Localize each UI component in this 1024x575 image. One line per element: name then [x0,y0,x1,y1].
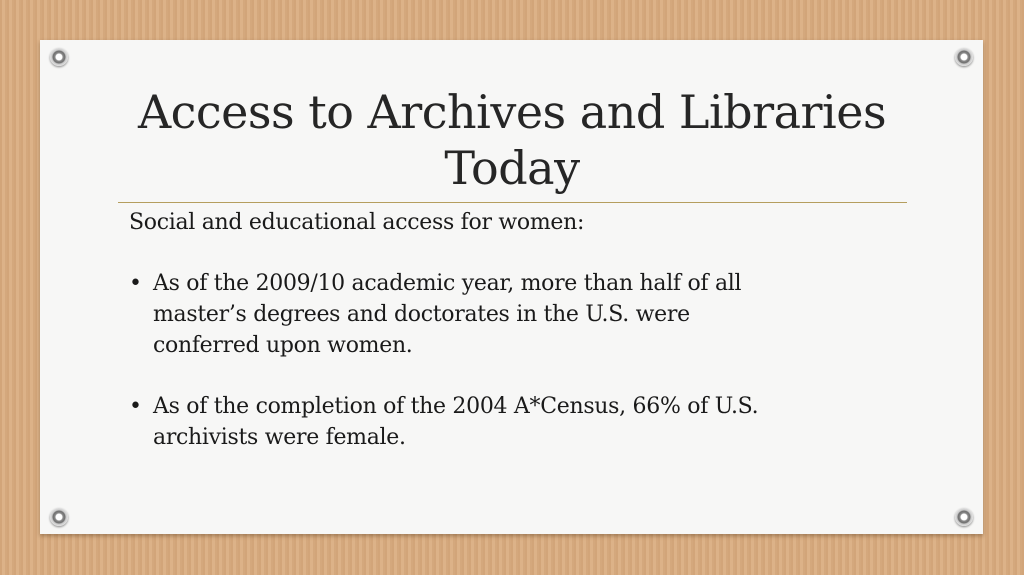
slide-title-line-1: Access to Archives and Libraries [137,85,887,139]
bullet-line: As of the completion of the 2004 A*Census, 66% of U.S. [153,394,759,419]
slide-title [118,84,906,196]
bullet-icon: • [129,271,142,296]
bullet-line: archivists were female. [153,425,406,450]
top-left-pushpin-icon [50,48,68,66]
bullet-icon: • [129,394,142,419]
slide-title-line-2: Today [444,141,580,195]
top-right-pushpin-icon [955,48,973,66]
bullet-line: conferred upon women. [153,333,413,358]
slide-body [129,207,889,483]
bottom-left-pushpin-icon [50,508,68,526]
bullet-item-degrees [129,268,889,361]
bottom-right-pushpin-icon [955,508,973,526]
bullet-line: As of the 2009/10 academic year, more than half of all [153,271,742,296]
bullet-line: master’s degrees and doctorates in the U.S. were [153,302,690,327]
title-divider [118,202,907,203]
bullet-item-archivists [129,391,889,453]
intro-text: Social and educational access for women: [129,210,585,235]
bullet-list [129,268,889,453]
